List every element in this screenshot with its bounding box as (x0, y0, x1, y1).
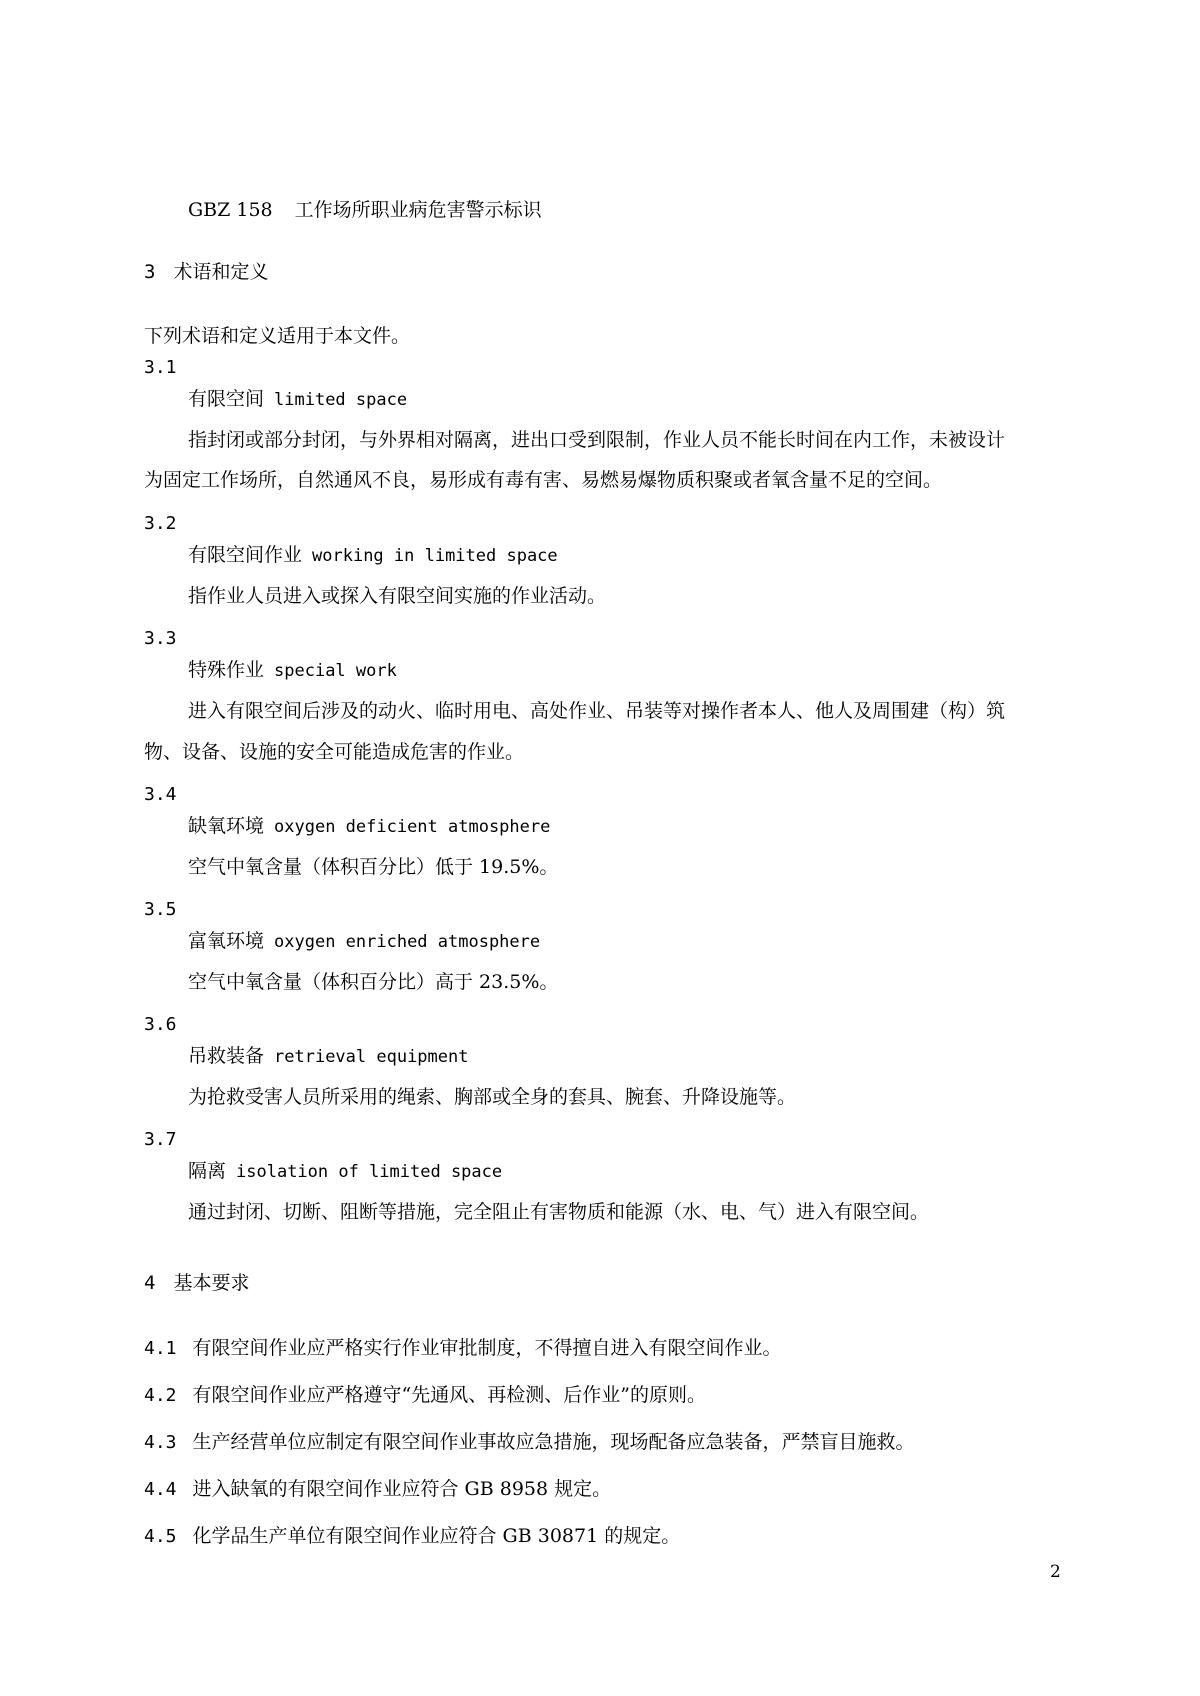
term-name-en: limited space (274, 390, 408, 410)
requirement-item (144, 1477, 611, 1502)
item-number: 4.4 (144, 1479, 177, 1500)
term-name-cn: 隔离 (188, 1160, 227, 1182)
term-definition: 物、设备、设施的安全可能造成危害的作业。 (144, 741, 525, 763)
item-number: 4.2 (144, 1385, 177, 1406)
section-3-heading (144, 260, 268, 284)
item-text: 生产经营单位应制定有限空间作业事故应急措施，现场配备应急装备，严禁盲目施救。 (192, 1431, 915, 1453)
term-heading (188, 1044, 468, 1069)
term-number: 3.6 (144, 1014, 177, 1035)
reference-title: 工作场所职业病危害警示标识 (294, 199, 542, 221)
section-3-intro: 下列术语和定义适用于本文件。 (144, 325, 411, 347)
term-name-en: retrieval equipment (274, 1047, 469, 1067)
term-heading (188, 1159, 502, 1184)
term-heading (188, 929, 540, 954)
term-definition: 空气中氧含量（体积百分比）低于 19.5%。 (188, 856, 559, 878)
term-name-en: oxygen deficient atmosphere (274, 817, 551, 837)
section-number: 4 (144, 1272, 156, 1294)
term-number: 3.4 (144, 784, 177, 805)
term-definition: 指封闭或部分封闭，与外界相对隔离，进出口受到限制，作业人员不能长时间在内工作，未被设计 (188, 429, 1006, 451)
term-heading (188, 658, 397, 683)
term-number: 3.5 (144, 899, 177, 920)
item-number: 4.1 (144, 1338, 177, 1359)
term-number: 3.1 (144, 357, 177, 378)
reference-code: GBZ 158 (188, 199, 273, 221)
term-number: 3.3 (144, 628, 177, 649)
term-name-en: special work (274, 661, 397, 681)
term-name-en: working in limited space (312, 546, 558, 566)
item-text: 化学品生产单位有限空间作业应符合 GB 30871 的规定。 (192, 1525, 681, 1547)
requirement-item (144, 1336, 782, 1361)
term-name-cn: 富氧环境 (188, 930, 265, 952)
term-definition: 指作业人员进入或探入有限空间实施的作业活动。 (188, 585, 607, 607)
term-number: 3.7 (144, 1129, 177, 1150)
section-number: 3 (144, 261, 156, 283)
section-title: 术语和定义 (173, 261, 269, 283)
requirement-item (144, 1383, 706, 1408)
term-name-cn: 特殊作业 (188, 659, 265, 681)
item-text: 有限空间作业应严格实行作业审批制度，不得擅自进入有限空间作业。 (192, 1337, 782, 1359)
term-name-en: oxygen enriched atmosphere (274, 932, 541, 952)
requirement-item (144, 1430, 915, 1455)
term-name-cn: 吊救装备 (188, 1045, 265, 1067)
section-title: 基本要求 (173, 1272, 250, 1294)
term-name-cn: 有限空间 (188, 388, 265, 410)
item-text: 有限空间作业应严格遵守“先通风、再检测、后作业”的原则。 (192, 1384, 706, 1406)
term-heading (188, 543, 558, 568)
term-heading (188, 387, 407, 412)
requirement-item (144, 1524, 680, 1549)
term-definition: 空气中氧含量（体积百分比）高于 23.5%。 (188, 971, 559, 993)
term-definition: 为抢救受害人员所采用的绳索、胸部或全身的套具、腕套、升降设施等。 (188, 1086, 797, 1108)
page-number: 2 (1050, 1562, 1061, 1582)
term-definition: 进入有限空间后涉及的动火、临时用电、高处作业、吊装等对操作者本人、他人及周围建（构）筑 (188, 700, 1006, 722)
item-number: 4.5 (144, 1526, 177, 1547)
term-name-cn: 有限空间作业 (188, 544, 303, 566)
term-name-en: isolation of limited space (236, 1162, 503, 1182)
section-4-heading (144, 1271, 249, 1295)
term-name-cn: 缺氧环境 (188, 815, 265, 837)
item-text: 进入缺氧的有限空间作业应符合 GB 8958 规定。 (192, 1478, 612, 1500)
item-number: 4.3 (144, 1432, 177, 1453)
term-heading (188, 814, 550, 839)
term-number: 3.2 (144, 513, 177, 534)
term-definition: 通过封闭、切断、阻断等措施，完全阻止有害物质和能源（水、电、气）进入有限空间。 (188, 1201, 930, 1223)
reference-line (188, 198, 542, 222)
term-definition: 为固定工作场所，自然通风不良，易形成有毒有害、易燃易爆物质积聚或者氧含量不足的空间。 (144, 469, 943, 491)
